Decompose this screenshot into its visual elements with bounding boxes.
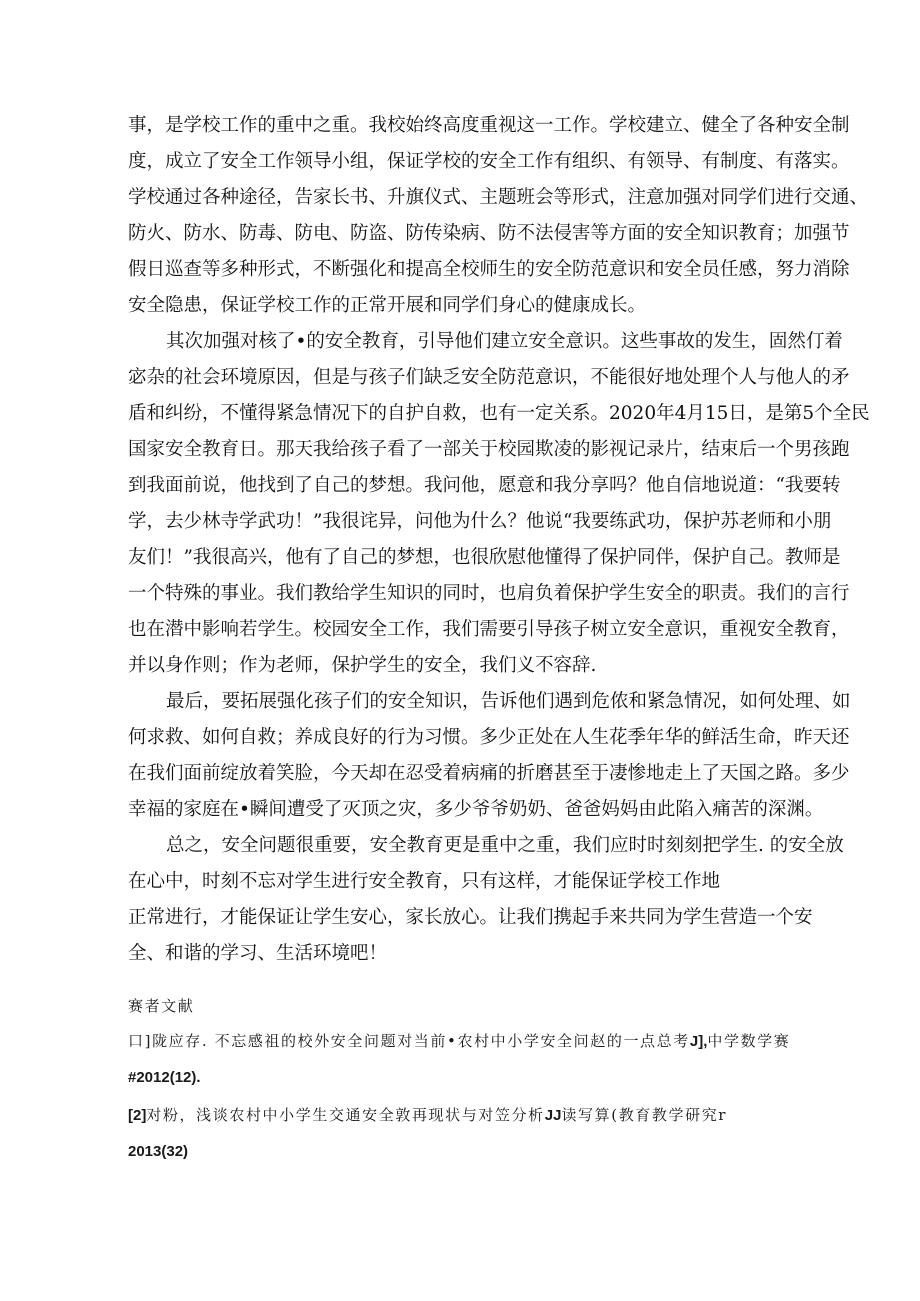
reference-source: 中学数学赛 bbox=[707, 1032, 791, 1050]
paragraph-1-line: 度，成立了安全工作领导小组，保证学校的安全工作有组织、有领导、有制度、有落实。 bbox=[128, 151, 850, 172]
paragraph-3-line: 最后，要拓展强化孩子们的安全知识，告诉他们遇到危侬和紧急情况，如何处理、如 bbox=[166, 691, 851, 712]
paragraph-2-line: 到我面前说，他找到了自己的梦想。我问他，愿意和我分享吗？他自信地说道：“我要转 bbox=[128, 475, 841, 496]
paragraph-1-line: 安全隐患，保证学校工作的正常开展和同学们身心的健康成长。 bbox=[128, 295, 647, 316]
reference-number: 口] bbox=[128, 1032, 153, 1050]
reference-number: [2] bbox=[128, 1107, 147, 1124]
paragraph-4-line: 总之，安全问题很重要，安全教育更是重中之重，我们应时时刻刻把学生. 的安全放 bbox=[166, 835, 844, 856]
paragraph-1-line: 假日巡查等多种形式，不断强化和提高全校师生的安全防范意识和安全员任感，努力消除 bbox=[128, 259, 850, 280]
references-heading: 赛者文献 bbox=[128, 997, 195, 1015]
reference-source: 读写算(教育教学研究r bbox=[561, 1106, 728, 1124]
paragraph-2-line: 友们！”我很高兴，他有了自己的梦想，也很欣慰他懂得了保护同伴，保护自己。教师是 bbox=[128, 547, 841, 568]
paragraph-2-line: 并以身作则；作为老师，保护学生的安全，我们义不容辞. bbox=[128, 655, 597, 676]
paragraph-3-line: 何求救、如何自救；养成良好的行为习惯。多少正处在人生花季年华的鲜活生命，昨天还 bbox=[128, 727, 850, 748]
reference-text: 对粉，浅谈农村中小学生交通安全敦再现状与对笠分析 bbox=[146, 1106, 545, 1124]
paragraph-2-line: 一个特殊的事业。我们教给学生知识的同时，也肩负着保护学生安全的职责。我们的言行 bbox=[128, 583, 850, 604]
paragraph-2-line: 其次加强对核了•的安全教育，引导他们建立安全意识。这些事故的发生，固然仃着 bbox=[166, 331, 843, 352]
reference-type: J], bbox=[689, 1033, 708, 1050]
paragraph-4-line: 在心中，时刻不忘对学生进行安全教育，只有这样，才能保证学校工作地 bbox=[128, 871, 721, 892]
reference-type: JJ bbox=[544, 1107, 562, 1124]
paragraph-2-line: 盾和纠纷，不懂得紧急情况下的自护自救，也有一定关系。2020年4月15日，是第5个全民 bbox=[128, 403, 870, 424]
paragraph-2-line: 学，去少林寺学武功！”我很诧异，问他为什么？他说“我要练武功，保护苏老师和小朋 bbox=[128, 511, 832, 532]
reference-item-continuation: 2013(32) bbox=[128, 1143, 189, 1160]
paragraph-3-line: 在我们面前绽放着笑脸，今天却在忍受着病痛的折磨甚至于凄惨地走上了天国之路。多少 bbox=[128, 763, 850, 784]
paragraph-1-line: 防火、防水、防毒、防电、防盗、防传染病、防不法侵害等方面的安全知识教育；加强节 bbox=[128, 223, 850, 244]
reference-item-continuation: #2012(12). bbox=[128, 1069, 201, 1086]
reference-item bbox=[128, 1105, 727, 1126]
reference-text: 陇应存. 不忘感祖的校外安全问题对当前•农村中小学安全问赵的一点总考 bbox=[152, 1032, 690, 1050]
paragraph-3-line: 幸福的家庭在•瞬间遭受了灭顶之灾，多少爷爷奶奶、爸爸妈妈由此陷入痛苦的深渊。 bbox=[128, 799, 824, 820]
paragraph-1-line: 学校通过各种途径，告家长书、升旗仪式、主题班会等形式，注意加强对同学们进行交通、 bbox=[128, 187, 869, 208]
paragraph-4-line: 全、和谐的学习、生活环境吧！ bbox=[128, 943, 388, 964]
paragraph-2-line: 宓杂的社会环境原因，但是与孩子们缺乏安全防范意识，不能很好地处理个人与他人的矛 bbox=[128, 367, 850, 388]
paragraph-2-line: 国家安全教育日。那天我给孩子看了一部关于校园欺凌的影视记录片，结束后一个男孩跑 bbox=[128, 439, 850, 460]
paragraph-1-line: 事，是学校工作的重中之重。我校始终高度重视这一工作。学校建立、健全了各种安全制 bbox=[128, 115, 850, 136]
reference-item bbox=[128, 1031, 790, 1052]
paragraph-4-line: 正常进行，才能保证让学生安心，家长放心。让我们携起手来共同为学生营造一个安 bbox=[128, 907, 813, 928]
paragraph-2-line: 也在潜中影响若学生。校园安全工作，我们需要引导孩子树立安全意识，重视安全教育， bbox=[128, 619, 850, 640]
